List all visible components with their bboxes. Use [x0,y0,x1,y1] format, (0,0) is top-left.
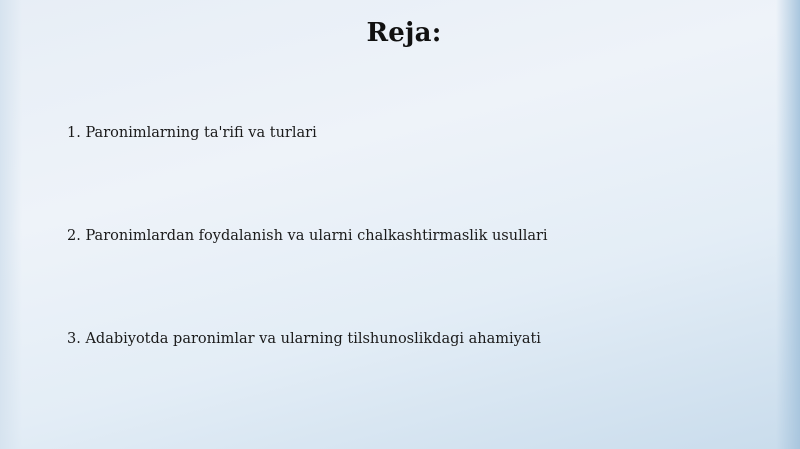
plan-item-2: 2. Paronimlardan foydalanish va ularni chalkashtirmaslik usullari [67,228,548,244]
plan-item-1: 1. Paronimlarning ta'rifi va turlari [67,125,317,141]
slide-title: Reja: [366,18,442,48]
plan-item-3: 3. Adabiyotda paronimlar va ularning tilshunoslikdagi ahamiyati [67,331,541,347]
